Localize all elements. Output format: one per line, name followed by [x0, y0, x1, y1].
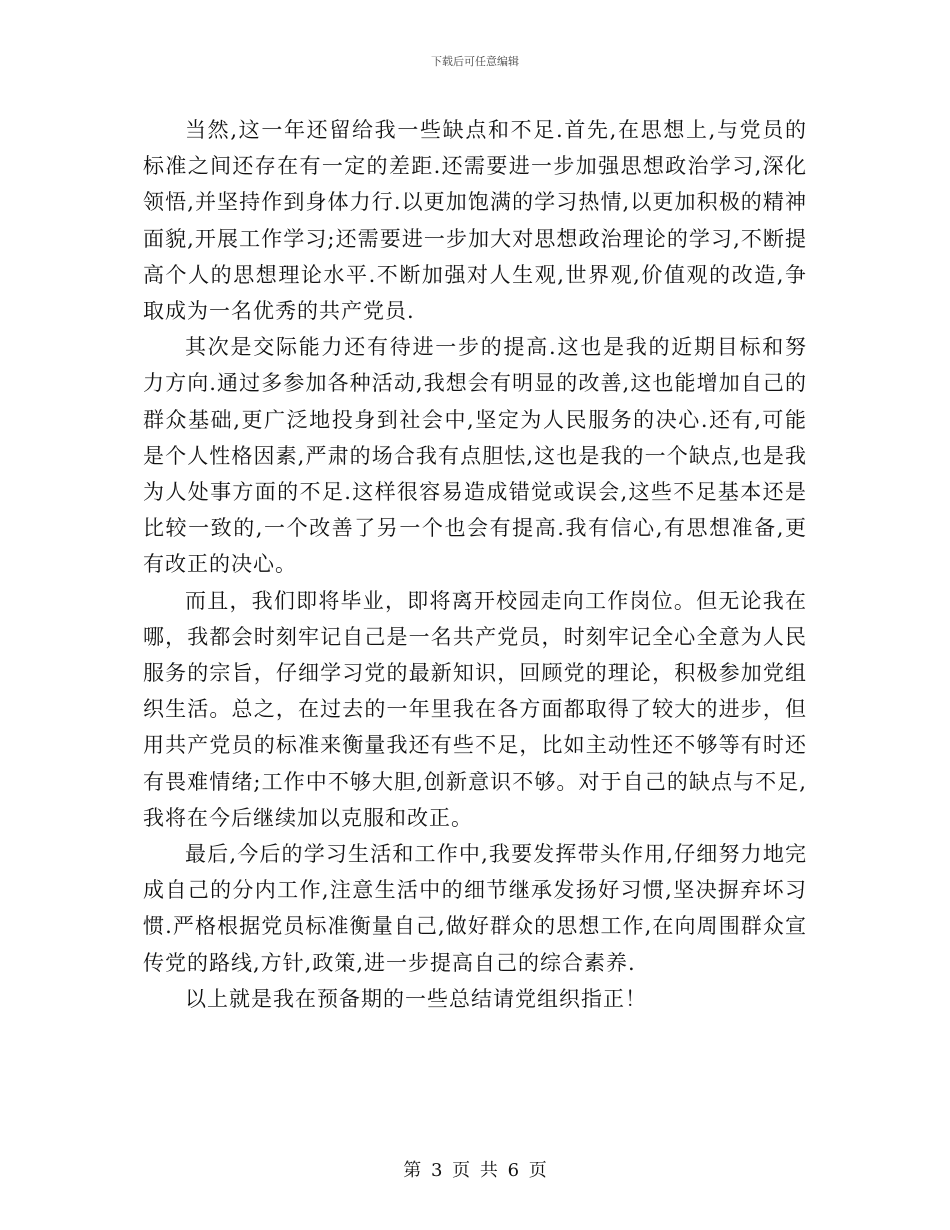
page-number-footer: 第 3 页 共 6 页 [403, 1160, 547, 1181]
paragraph-future-work: 最后,今后的学习生活和工作中,我要发挥带头作用,仔细努力地完成自己的分内工作,注意生活中的细节继承发扬好习惯,坚决摒弃坏习惯.严格根据党员标准衡量自己,做好群众的思想工作,在向周围群众宣传党的路线,方针,政策,进一步提高自己的综合素养. [143, 842, 807, 975]
document-body [143, 112, 807, 1017]
page-header: 下载后可任意编辑 [431, 55, 519, 68]
paragraph-communication: 其次是交际能力还有待进一步的提高.这也是我的近期目标和努力方向.通过多参加各种活动,我想会有明显的改善,这也能增加自己的群众基础,更广泛地投身到社会中,坚定为人民服务的决心.还有,可能是个人性格因素,严肃的场合我有点胆怯,这也是我的一个缺点,也是我为人处事方面的不足.这样很容易造成错觉或误会,这些不足基本还是比较一致的,一个改善了另一个也会有提高.我有信心,有思想准备,更有改正的决心。 [143, 335, 807, 577]
paragraph-graduation: 而且，我们即将毕业，即将离开校园走向工作岗位。但无论我在哪，我都会时刻牢记自己是一名共产党员，时刻牢记全心全意为人民服务的宗旨，仔细学习党的最新知识，回顾党的理论，积极参加党组织生活。总之，在过去的一年里我在各方面都取得了较大的进步，但用共产党员的标准来衡量我还有些不足，比如主动性还不够等有时还有畏难情绪;工作中不够大胆,创新意识不够。对于自己的缺点与不足,我将在今后继续加以克服和改正。 [143, 588, 807, 830]
paragraph-shortcomings: 当然,这一年还留给我一些缺点和不足.首先,在思想上,与党员的标准之间还存在有一定的差距.还需要进一步加强思想政治学习,深化领悟,并坚持作到身体力行.以更加饱满的学习热情,以更加积极的精神面貌,开展工作学习;还需要进一步加大对思想政治理论的学习,不断提高个人的思想理论水平.不断加强对人生观,世界观,价值观的改造,争取成为一名优秀的共产党员. [143, 118, 807, 324]
paragraph-closing: 以上就是我在预备期的一些总结请党组织指正！ [185, 986, 647, 1011]
